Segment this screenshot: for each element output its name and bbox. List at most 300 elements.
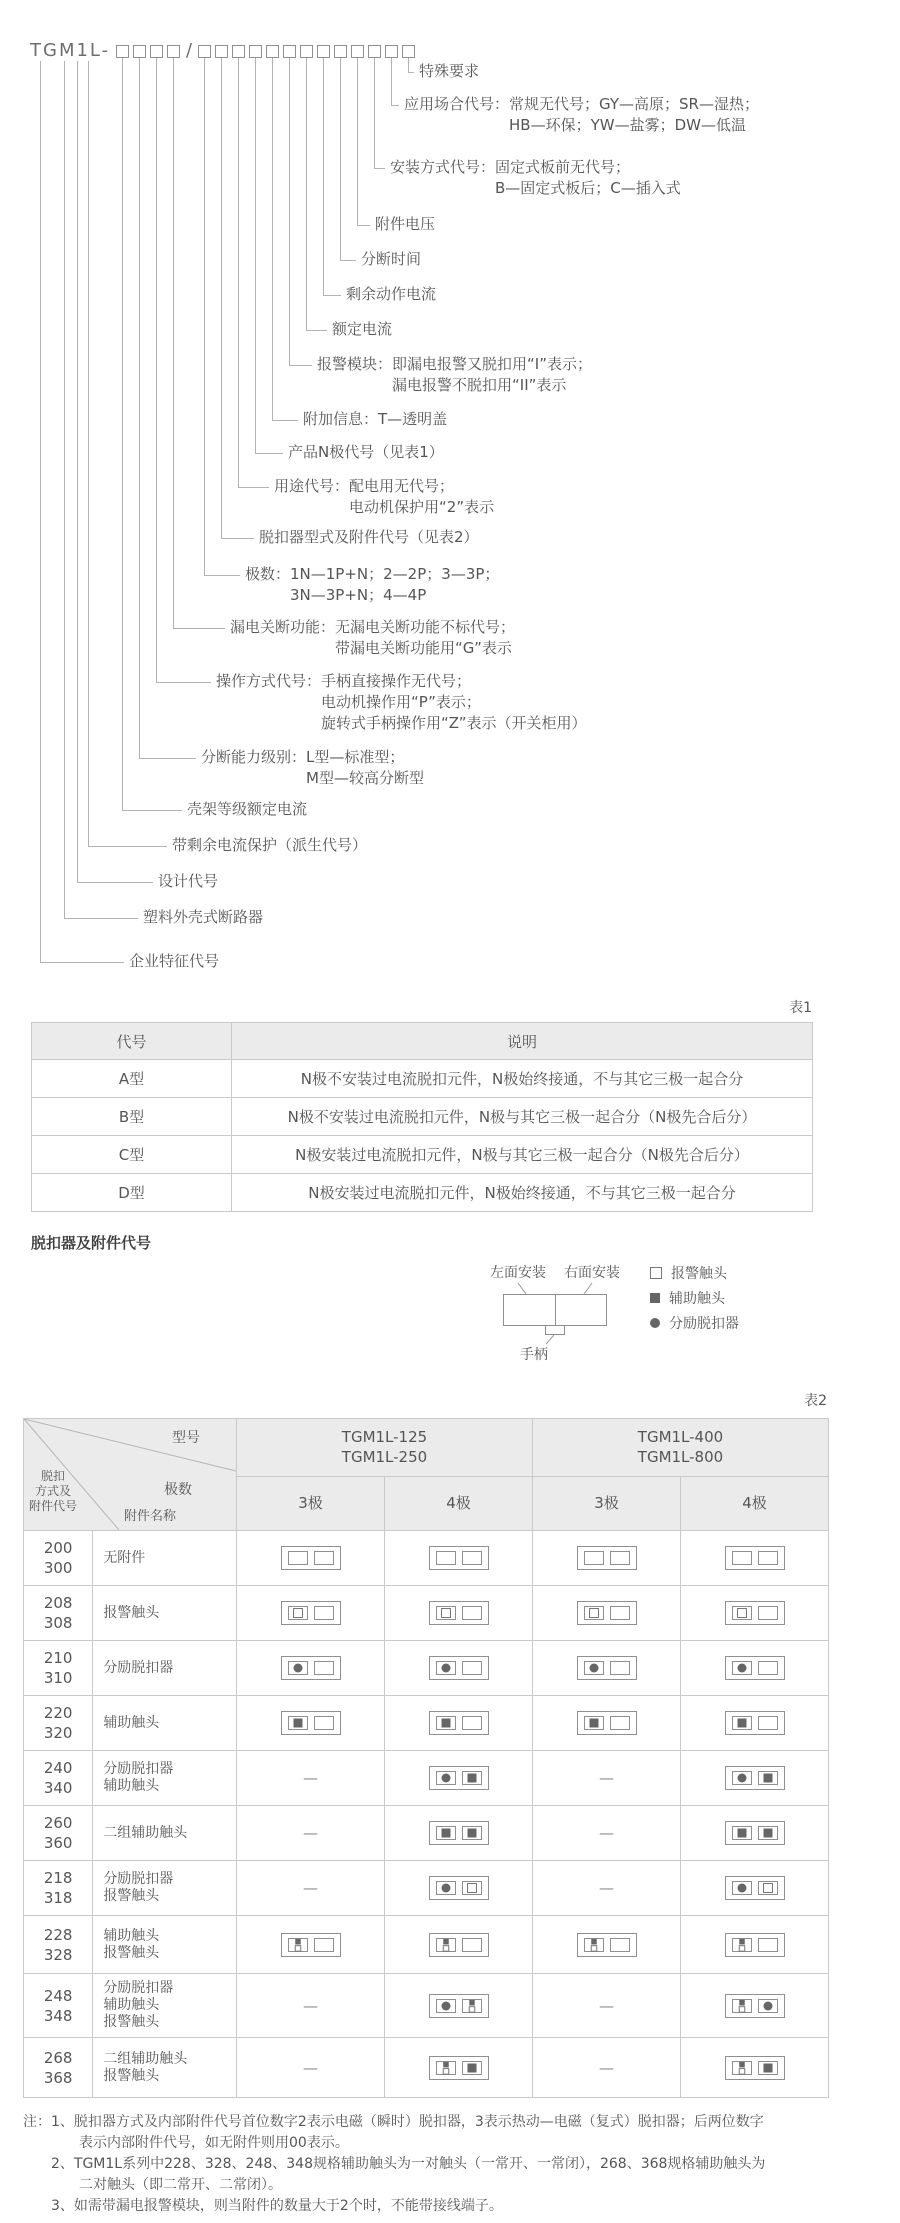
accessory-box-diagram — [428, 1600, 490, 1626]
table2-tag: 表2 — [804, 1393, 827, 1409]
legend-label: 报警触头 — [671, 1265, 727, 1282]
accessory-name-line: 报警触头 — [103, 1888, 160, 1904]
connector-line — [140, 58, 197, 759]
alarm-contact-symbol — [739, 1945, 745, 1951]
box-outline — [725, 1602, 784, 1625]
alarm-contact-symbol — [295, 1945, 301, 1951]
alarm-contact-symbol — [737, 1609, 746, 1618]
code-line: 248 — [43, 1986, 73, 2005]
pole-header-cell: 4极 — [385, 1476, 533, 1531]
accessory-box-diagram — [576, 1932, 638, 1958]
symbol-cell — [385, 1696, 533, 1751]
connector-line — [256, 58, 284, 454]
shunt-release-symbol — [763, 2001, 772, 2010]
accessory-box-diagram — [428, 1932, 490, 1958]
table2-row — [24, 1531, 829, 1586]
accessory-box-diagram — [428, 1545, 490, 1571]
model-name: TGM1L-400 — [637, 1428, 724, 1447]
accessory-box-diagram — [724, 1655, 786, 1681]
symbol-cell — [681, 1916, 829, 1974]
symbol-cell — [533, 1916, 681, 1974]
table2-corner-cell — [24, 1419, 237, 1531]
auxiliary-contact-symbol — [443, 2061, 449, 2067]
model-name: TGM1L-250 — [341, 1448, 428, 1467]
symbol-cell — [533, 1751, 681, 1806]
connector-line — [222, 58, 255, 539]
code-cell — [24, 1974, 93, 2038]
corner-code-line: 附件代号 — [29, 1499, 78, 1513]
accessory-name-cell — [93, 1641, 237, 1696]
diagonal-line-upper — [24, 1419, 236, 1471]
type-desc-cell: N极不安装过电流脱扣元件，N极始终接通，不与其它三极一起合分 — [232, 1060, 813, 1098]
mounting-figure — [460, 1258, 890, 1378]
connector-line — [65, 61, 139, 919]
legend-item — [650, 1310, 739, 1335]
auxiliary-contact-symbol — [295, 1938, 301, 1944]
symbol-cell — [533, 1696, 681, 1751]
symbol-cell — [237, 1641, 385, 1696]
designation-label-line: 应用场合代号：常规无代号；GY—高原；SR—湿热； — [404, 95, 759, 113]
box-outline — [725, 1767, 784, 1790]
symbol-cell — [681, 1751, 829, 1806]
table2-row — [24, 1696, 829, 1751]
symbol-cell — [237, 1974, 385, 2038]
box-outline — [577, 1712, 636, 1735]
table2 — [23, 1418, 829, 2098]
type-code-cell: A型 — [32, 1060, 232, 1098]
symbol-cell — [533, 1861, 681, 1916]
corner-code-line: 方式及 — [35, 1484, 72, 1498]
accessory-name-line: 报警触头 — [103, 2067, 160, 2084]
box-outline — [725, 1657, 784, 1680]
accessory-box-diagram — [428, 1765, 490, 1791]
designation-label — [404, 94, 759, 136]
symbol-cell — [237, 1531, 385, 1586]
auxiliary-contact-symbol — [737, 1719, 746, 1728]
designation-label — [230, 617, 515, 659]
left-mount-pointer — [518, 1283, 526, 1294]
code-line: 268 — [43, 2048, 73, 2067]
shunt-release-symbol — [737, 1774, 746, 1783]
code-box — [402, 45, 415, 58]
designation-label — [216, 671, 587, 734]
code-cell — [24, 1696, 93, 1751]
auxiliary-contact-symbol — [763, 2063, 772, 2072]
accessory-name-line: 无附件 — [103, 1549, 146, 1566]
designation-label — [172, 835, 367, 856]
symbol-cell — [681, 1586, 829, 1641]
symbol-cell — [533, 1531, 681, 1586]
designation-label-line: 特殊要求 — [419, 62, 480, 80]
note-line: 注：1、脱扣器方式及内部附件代号首位数字2表示电磁（瞬时）脱扣器，3表示热动—电磁（复式）脱扣器；后两位数字 — [23, 2114, 764, 2130]
connector-line — [392, 58, 400, 106]
designation-label — [245, 564, 499, 606]
accessory-box-diagram — [428, 1875, 490, 1901]
corner-accessory-name-label: 附件名称 — [124, 1509, 177, 1524]
code-cell — [24, 2038, 93, 2098]
code-line: 300 — [43, 1559, 73, 1577]
connector-line — [409, 58, 415, 73]
accessory-box-diagram — [576, 1655, 638, 1681]
accessory-box-diagram — [280, 1710, 342, 1736]
symbol-cell — [237, 1806, 385, 1861]
table2-row — [24, 2038, 829, 2098]
code-line: 240 — [43, 1759, 73, 1777]
shunt-release-symbol — [441, 1664, 450, 1673]
code-cell — [24, 1806, 93, 1861]
alarm-contact-symbol — [441, 1609, 450, 1618]
table1-header-desc: 说明 — [232, 1023, 813, 1060]
accessory-box-diagram — [280, 1655, 342, 1681]
designation-label — [303, 409, 447, 430]
accessory-box-diagram — [576, 1710, 638, 1736]
type-code-cell: B型 — [32, 1098, 232, 1136]
corner-poles-label: 极数 — [164, 1482, 192, 1498]
box-outline — [725, 2056, 784, 2079]
symbol-cell — [385, 1974, 533, 2038]
right-mount-pointer — [584, 1283, 592, 1294]
connector-line — [205, 58, 241, 576]
symbol-cell — [681, 1974, 829, 2038]
code-box — [198, 45, 211, 58]
code-box — [232, 45, 245, 58]
designation-label-line: 安装方式代号：固定式板前无代号； — [390, 158, 631, 176]
model-name: TGM1L-800 — [637, 1448, 724, 1467]
code-box — [300, 45, 313, 58]
alarm-contact-symbol — [443, 2068, 449, 2074]
accessory-name-cell — [93, 1916, 237, 1974]
box-outline — [429, 1602, 488, 1625]
table2-row — [24, 1861, 829, 1916]
box-outline — [429, 1877, 488, 1900]
corner-code-label — [29, 1469, 77, 1514]
type-code-cell: C型 — [32, 1136, 232, 1174]
auxiliary-contact-symbol — [737, 1829, 746, 1838]
note-line: 表示内部附件代号，如无附件则用00表示。 — [79, 2135, 349, 2151]
symbol-cell — [681, 1641, 829, 1696]
connector-line — [89, 61, 168, 847]
table2-row — [24, 1641, 829, 1696]
accessory-name-cell — [93, 1751, 237, 1806]
accessory-box-diagram — [428, 1655, 490, 1681]
designation-label-line: 设计代号 — [158, 872, 219, 890]
symbol-cell — [533, 1806, 681, 1861]
designation-label-line: 剩余动作电流 — [346, 285, 437, 303]
handle-pointer — [546, 1335, 554, 1344]
designation-label-line: 塑料外壳式断路器 — [143, 908, 264, 926]
connector-line — [290, 58, 313, 366]
model-code-separator: / — [186, 40, 193, 61]
model-code-prefix: TGM1L- — [30, 40, 111, 61]
designation-label — [201, 747, 424, 789]
accessory-box-diagram — [724, 1545, 786, 1571]
accessory-name-line: 分励脱扣器 — [103, 1871, 174, 1887]
not-available-dash: — — [599, 1824, 614, 1842]
accessory-box-diagram — [428, 2055, 490, 2081]
symbol-cell — [385, 1641, 533, 1696]
box-outline — [725, 1994, 784, 2017]
connector-line — [174, 58, 226, 629]
legend-label: 辅助触头 — [669, 1290, 725, 1307]
accessory-box-diagram — [724, 1820, 786, 1846]
connector-line — [239, 58, 270, 488]
code-cell — [24, 1861, 93, 1916]
table1-row — [32, 1174, 813, 1212]
auxiliary-contact-symbol — [441, 1829, 450, 1838]
code-box — [266, 45, 279, 58]
accessory-name-cell — [93, 1861, 237, 1916]
designation-label-line: 电动机保护用“2”表示 — [274, 498, 495, 516]
accessory-name-line: 报警触头 — [103, 2014, 160, 2030]
auxiliary-contact-symbol — [739, 1999, 745, 2005]
model-name: TGM1L-125 — [341, 1428, 428, 1447]
code-box — [334, 45, 347, 58]
box-outline — [429, 1994, 488, 2017]
symbol-cell — [385, 1586, 533, 1641]
symbol-cell — [681, 1806, 829, 1861]
table2-row — [24, 1586, 829, 1641]
pole-header-cell: 4极 — [681, 1476, 829, 1531]
symbol-cell — [681, 1531, 829, 1586]
connector-line — [358, 58, 371, 226]
section-title: 脱扣器及附件代号 — [31, 1234, 152, 1252]
code-line: 340 — [43, 1779, 73, 1797]
accessory-name-cell — [93, 1696, 237, 1751]
code-line: 208 — [43, 1594, 73, 1612]
accessory-name-line: 辅助触头 — [103, 1778, 160, 1794]
designation-label — [390, 157, 681, 199]
table2-row — [24, 1751, 829, 1806]
type-desc-cell: N极安装过电流脱扣元件，N极始终接通，不与其它三极一起合分 — [232, 1174, 813, 1212]
box-outline — [281, 1547, 340, 1570]
designation-label-line: 带剩余电流保护（派生代号） — [172, 836, 368, 854]
not-available-dash: — — [303, 1769, 318, 1787]
accessory-box-diagram — [428, 1710, 490, 1736]
code-cell — [24, 1641, 93, 1696]
not-available-dash: — — [599, 1879, 614, 1897]
code-line: 218 — [43, 1869, 73, 1887]
left-mount-label: 左面安装 — [490, 1265, 546, 1281]
code-cell — [24, 1586, 93, 1641]
auxiliary-contact-symbol — [469, 1999, 475, 2005]
accessory-name-cell — [93, 2038, 237, 2098]
designation-label-line: 附件电压 — [375, 215, 436, 233]
designation-diagram — [0, 0, 900, 1000]
code-line: 328 — [43, 1945, 73, 1964]
accessory-name-line: 辅助触头 — [103, 1997, 160, 2013]
code-box — [167, 45, 180, 58]
auxiliary-contact-symbol — [467, 2063, 476, 2072]
designation-label-line: M型—较高分断型 — [201, 769, 424, 787]
symbol-cell — [237, 1586, 385, 1641]
accessory-box-diagram — [724, 1600, 786, 1626]
accessory-box-diagram — [280, 1932, 342, 1958]
box-outline — [725, 1877, 784, 1900]
accessory-box-diagram — [724, 1932, 786, 1958]
code-cell — [24, 1531, 93, 1586]
designation-label — [259, 527, 479, 548]
code-line: 228 — [43, 1925, 73, 1944]
right-mount-label: 右面安装 — [564, 1265, 620, 1281]
accessory-name-line: 辅助触头 — [103, 1714, 160, 1731]
box-outline — [725, 1547, 784, 1570]
corner-inner — [24, 1419, 236, 1530]
box-outline — [725, 1822, 784, 1845]
alarm-symbol-icon — [650, 1267, 662, 1279]
designation-label — [317, 354, 592, 396]
designation-label-line: 旋转式手柄操作用“Z”表示（开关柜用） — [216, 714, 587, 732]
symbol-cell — [237, 1861, 385, 1916]
code-box — [317, 45, 330, 58]
code-box — [368, 45, 381, 58]
symbol-cell — [237, 1751, 385, 1806]
not-available-dash: — — [303, 1824, 318, 1842]
alarm-contact-symbol — [293, 1609, 302, 1618]
designation-label-line: 分断能力级别：L型—标准型； — [201, 748, 405, 766]
accessory-name-line: 二组辅助触头 — [103, 1824, 188, 1841]
symbol-cell — [385, 1861, 533, 1916]
not-available-dash: — — [599, 2058, 614, 2077]
symbol-cell — [385, 1916, 533, 1974]
connector-line — [341, 58, 357, 261]
table2-row — [24, 1974, 829, 2038]
alarm-contact-symbol — [739, 2068, 745, 2074]
shunt-release-symbol — [441, 1774, 450, 1783]
box-outline — [429, 1547, 488, 1570]
designation-label-line: 3N—3P+N；4—4P — [245, 586, 427, 604]
box-outline — [725, 1712, 784, 1735]
table2-row — [24, 1806, 829, 1861]
box-outline — [577, 1602, 636, 1625]
alarm-contact-symbol — [443, 1945, 449, 1951]
code-box — [150, 45, 163, 58]
designation-label-line: 电动机操作用“P”表示； — [216, 693, 481, 711]
table2-row — [24, 1916, 829, 1974]
designation-label — [288, 442, 444, 463]
box-outline — [281, 1657, 340, 1680]
designation-label-line: 壳架等级额定电流 — [187, 800, 308, 818]
accessory-box-diagram — [724, 1875, 786, 1901]
alarm-contact-symbol — [763, 1884, 772, 1893]
shunt-release-symbol — [293, 1664, 302, 1673]
table1-tag: 表1 — [789, 1000, 812, 1016]
accessory-name-line: 报警触头 — [103, 1604, 160, 1621]
designation-label — [419, 61, 479, 82]
code-line: 368 — [43, 2068, 73, 2087]
designation-label-line: 操作方式代号：手柄直接操作无代号； — [216, 672, 472, 690]
accessory-box-diagram — [576, 1600, 638, 1626]
legend-label: 分励脱扣器 — [669, 1315, 739, 1332]
designation-label-line: 漏电关断功能：无漏电关断功能不标代号； — [230, 618, 516, 636]
note-line: 二对触头（即二常开、二常闭）。 — [79, 2177, 282, 2193]
accessory-name-line: 二组辅助触头 — [103, 2050, 188, 2067]
code-box — [249, 45, 262, 58]
code-box — [351, 45, 364, 58]
table1-row — [32, 1060, 813, 1098]
alarm-contact-symbol — [591, 1945, 597, 1951]
handle-label: 手柄 — [520, 1347, 548, 1363]
box-outline — [429, 1657, 488, 1680]
connector-line — [273, 58, 299, 421]
symbol-cell — [533, 1974, 681, 2038]
connector-line — [375, 58, 386, 169]
designation-label — [158, 871, 218, 892]
symbol-cell — [385, 1806, 533, 1861]
code-line: 210 — [43, 1649, 73, 1667]
designation-label-line: 带漏电关断功能用“G”表示 — [230, 639, 512, 657]
code-line: 320 — [43, 1724, 73, 1742]
model-group-header-2 — [533, 1419, 829, 1477]
legend-item — [650, 1260, 739, 1285]
accessory-name-line: 辅助触头 — [103, 1927, 160, 1944]
type-desc-cell: N极安装过电流脱扣元件，N极与其它三极一起合分（N极先合后分） — [232, 1136, 813, 1174]
notes — [23, 2112, 889, 2217]
not-available-dash: — — [303, 1879, 318, 1897]
auxiliary-contact-symbol — [467, 1829, 476, 1838]
connector-line — [324, 58, 342, 296]
shunt-release-symbol — [441, 1884, 450, 1893]
alarm-contact-symbol — [589, 1609, 598, 1618]
handle-tab — [546, 1326, 565, 1335]
designation-label — [129, 951, 219, 972]
box-outline — [429, 2056, 488, 2079]
shunt-symbol-icon — [650, 1318, 660, 1328]
table1-header-row — [32, 1023, 813, 1060]
code-box — [133, 45, 146, 58]
designation-label — [187, 799, 307, 820]
symbol-cell — [385, 1751, 533, 1806]
box-outline — [429, 1933, 488, 1956]
box-outline — [429, 1822, 488, 1845]
type-desc-cell: N极不安装过电流脱扣元件，N极与其它三极一起合分（N极先合后分） — [232, 1098, 813, 1136]
symbol-cell — [681, 2038, 829, 2098]
not-available-dash: — — [599, 1769, 614, 1787]
table1-row — [32, 1136, 813, 1174]
code-line: 310 — [43, 1669, 73, 1687]
not-available-dash: — — [599, 1996, 614, 2015]
accessory-name-line: 分励脱扣器 — [103, 1761, 174, 1777]
symbol-cell — [533, 2038, 681, 2098]
code-line: 260 — [43, 1814, 73, 1832]
auxiliary-contact-symbol — [467, 1774, 476, 1783]
box-outline — [429, 1767, 488, 1790]
code-line: 220 — [43, 1704, 73, 1722]
code-box — [116, 45, 129, 58]
alarm-contact-symbol — [469, 2006, 475, 2012]
accessory-name-cell — [93, 1974, 237, 2038]
designation-label — [346, 284, 436, 305]
auxiliary-contact-symbol — [739, 1938, 745, 1944]
symbol-cell — [385, 1531, 533, 1586]
code-line: 360 — [43, 1834, 73, 1852]
model-group-header-1 — [237, 1419, 533, 1477]
box-outline — [725, 1933, 784, 1956]
code-cell — [24, 1916, 93, 1974]
accessory-box-diagram — [724, 1710, 786, 1736]
accessory-box-diagram — [280, 1600, 342, 1626]
code-box — [215, 45, 228, 58]
shunt-release-symbol — [441, 2001, 450, 2010]
designation-label-line: 产品N极代号（见表1） — [288, 443, 444, 461]
table1-row — [32, 1098, 813, 1136]
box-outline — [281, 1933, 340, 1956]
accessory-box-diagram — [428, 1993, 490, 2019]
box-outline — [281, 1712, 340, 1735]
designation-label-line: 额定电流 — [332, 320, 393, 338]
accessory-box-diagram — [724, 1765, 786, 1791]
code-cell — [24, 1751, 93, 1806]
legend-item — [650, 1285, 739, 1310]
